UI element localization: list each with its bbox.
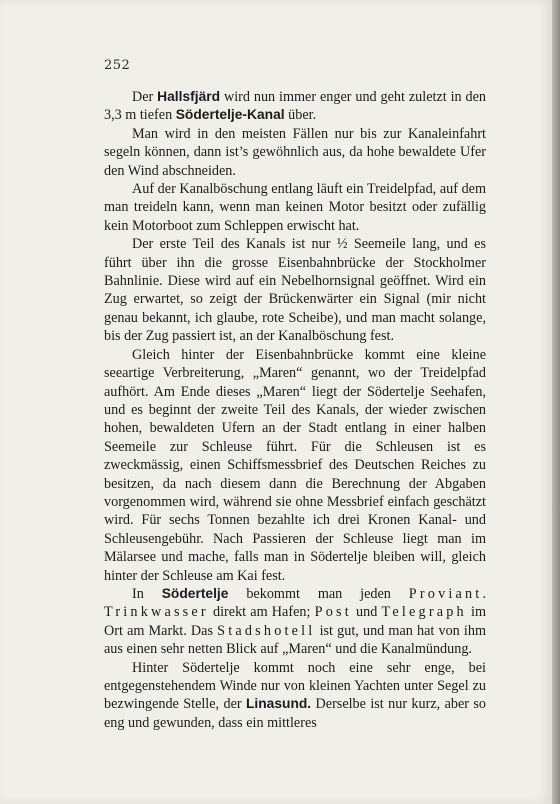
- text-run: Der erste Teil des Kanals ist nur ½ Seemeile lang, und es führt über ihn die grosse Eisenbahnbrücke der Stockholmer Bahnlinie. Diese wird auf ein Nebelhornsignal geöffnet. Wird ein Zug erwartet, so zeigt der Brückenwärter ein Signal (mir nicht genau bekannt, ich glaube, rote Scheibe), und man macht solange, bis der Zug passiert ist, an der Kanalböschung fest.: [104, 236, 486, 345]
- paragraph: [104, 125, 486, 180]
- page-edge: [552, 0, 560, 804]
- paragraph: [104, 235, 486, 345]
- text-run: Man wird in den meisten Fällen nur bis zur Kanaleinfahrt segeln können, dann ist’s gewöhnlich aus, da hohe bewaldete Ufer den Wind abschneiden.: [104, 125, 486, 179]
- paragraph: [104, 346, 486, 585]
- page-number: 252: [104, 58, 131, 73]
- spaced-term: Telegraph: [381, 604, 467, 621]
- body-text: [104, 88, 486, 732]
- bold-term: Södertelje-Kanal: [175, 107, 285, 123]
- text-run: über.: [284, 107, 317, 124]
- text-run: Derselbe ist nur kurz, aber so eng und gewunden, dass ein mittleres: [104, 696, 486, 731]
- text-run: ist gut, und man hat von ihm aus einen sehr netten Blick auf „Maren“ und die Kanalmündung.: [104, 622, 486, 658]
- text-run: .: [482, 585, 486, 602]
- text-run: Gleich hinter der Eisenbahnbrücke kommt eine kleine seeartige Verbreiterung, „Maren“ genannt, wo der Treidelpfad aufhört. Am Ende dieses „Maren“ liegt der Södertelje Seehafen, und es beginnt der zweite Teil des Kanals, der wieder zwischen hohen, bewaldeten Ufern an der Stadt entlang in einer halben Seemeile zur Schleuse führt. Für die Schleusen ist es zweckmässig, einen Schiffsmessbrief des Deutschen Reiches zu besitzen, da nach diesem dann die Berechnung der Abgaben vorgenommen wird, während sie ohne Messbrief einfach geschätzt wird. Für sechs Tonnen bezahlte ich drei Kronen Kanal- und Schleusengebühr. Nach Passieren der Schleuse liegt man im Mälarsee und mache, falls man in Södertelje bleiben will, gleich hinter der Schleuse am Kai fest.: [104, 346, 486, 584]
- paragraph: [104, 180, 486, 235]
- text-run: bekommt man jeden: [228, 585, 409, 602]
- paragraph: [104, 585, 486, 659]
- bold-term: Hallsfjärd: [157, 89, 221, 104]
- text-run: Auf der Kanalböschung entlang läuft ein Treidelpfad, auf dem man treideln kann, wenn man keinen Motor besitzt oder zufällig kein Motorboot zum Schleppen erwischt hat.: [104, 181, 486, 234]
- spaced-term: Proviant: [408, 585, 483, 602]
- text-run: Der: [132, 89, 158, 105]
- spaced-term: Stadshotell: [217, 622, 316, 639]
- text-run: In: [132, 585, 162, 602]
- text-run: und: [351, 604, 382, 621]
- spaced-term: Post: [314, 604, 352, 621]
- text-run: wird nun immer enger und geht zuletzt in den 3,3 m tiefen: [104, 89, 486, 124]
- bold-term: Linasund.: [245, 696, 312, 712]
- paragraph: [104, 659, 486, 733]
- bold-term: Södertelje: [161, 585, 229, 601]
- text-run: direkt am Hafen;: [208, 604, 315, 621]
- paragraph: [104, 88, 486, 125]
- spaced-term: Trinkwasser: [104, 604, 209, 621]
- text-run: Hinter Södertelje kommt noch eine sehr enge, bei entgegenstehendem Winde nur von kleinen Yachten unter Segel zu bezwingende Stelle, der: [104, 659, 486, 713]
- text-run: im Ort am Markt. Das: [104, 604, 487, 639]
